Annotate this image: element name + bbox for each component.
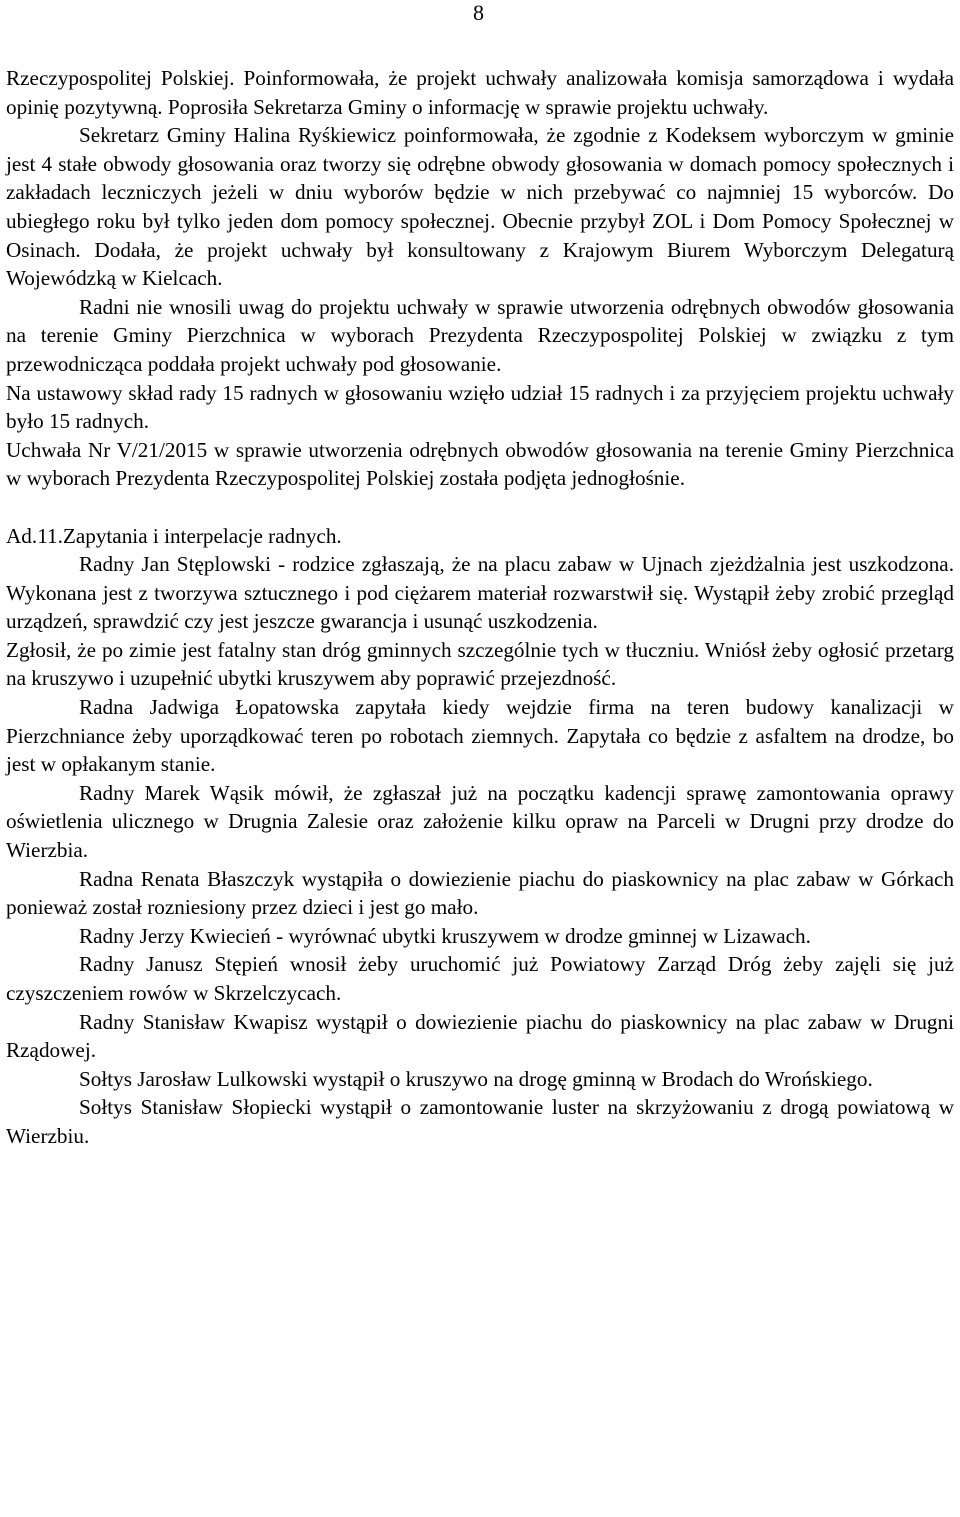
paragraph: Zgłosił, że po zimie jest fatalny stan dróg gminnych szczególnie tych w tłuczniu. Wniósł żeby ogłosić przetarg na kruszywo i uzupełnić ubytki kruszywem aby poprawić przejezdność. [6, 637, 954, 691]
paragraph: Sekretarz Gminy Halina Ryśkiewicz poinformowała, że zgodnie z Kodeksem wyborczym w gminie jest 4 stałe obwody głosowania oraz tworzy się odrębne obwody głosowania w domach pomocy społecznych i zakładach leczniczych jeżeli w dniu wyborów będzie w nich przebywać co najmniej 15 wyborców. Do ubiegłego roku był tylko jeden dom pomocy społecznej. Obecnie przybył ZOL i Dom Pomocy Społecznej w Osinach. Dodała, że projekt uchwały był konsultowany z Krajowym Biurem Wyborczym Delegaturą Wojewódzką w Kielcach. [6, 123, 954, 291]
paragraph: Radni nie wnosili uwag do projektu uchwały w sprawie utworzenia odrębnych obwodów głosowania na terenie Gminy Pierzchnica w wyborach Prezydenta Rzeczypospolitej Polskiej w związku z tym przewodnicząca poddała projekt uchwały pod głosowanie. [6, 294, 954, 376]
paragraph: Radny Jerzy Kwiecień - wyrównać ubytki kruszywem w drodze gminnej w Lizawach. [79, 923, 811, 948]
document-body [6, 64, 954, 1151]
paragraph: Rzeczypospolitej Polskiej. Poinformowała, że projekt uchwały analizowała komisja samorządowa i wydała opinię pozytywną. Poprosiła Sekretarza Gminy o informację w sprawie projektu uchwały. [6, 66, 954, 119]
paragraph: Radny Janusz Stępień wnosił żeby uruchomić już Powiatowy Zarząd Dróg żeby zajęli się już czyszczeniem rowów w Skrzelczycach. [6, 952, 954, 1005]
paragraph: Radny Jan Stęplowski - rodzice zgłaszają, że na placu zabaw w Ujnach zjeżdżalnia jest uszkodzona. Wykonana jest z tworzywa sztucznego i pod ciężarem materiał rozwarstwił się. Wystąpił żeby zrobić przegląd urządzeń, sprawdzić czy jest jeszcze gwarancja i usunąć uszkodzenia. [6, 552, 954, 634]
paragraph: Na ustawowy skład rady 15 radnych w głosowaniu wzięło udział 15 radnych i za przyjęciem projektu uchwały było 15 radnych. [6, 380, 954, 434]
paragraph: Ad.11.Zapytania i interpelacje radnych. [6, 523, 342, 548]
paragraph: Sołtys Jarosław Lulkowski wystąpił o kruszywo na drogę gminną w Brodach do Wrońskiego. [79, 1066, 873, 1091]
page-number: 8 [473, 0, 484, 25]
paragraph: Uchwała Nr V/21/2015 w sprawie utworzenia odrębnych obwodów głosowania na terenie Gminy Pierzchnica w wyborach Prezydenta Rzeczypospolitej Polskiej została podjęta jednogłośnie. [6, 437, 954, 491]
paragraph: Radny Marek Wąsik mówił, że zgłaszał już na początku kadencji sprawę zamontowania oprawy oświetlenia ulicznego w Drugnia Zalesie oraz założenie kilku opraw na Parceli w Drugni przy drodze do Wierzbia. [6, 780, 954, 863]
paragraph-spacer [6, 493, 954, 522]
paragraph: Radna Jadwiga Łopatowska zapytała kiedy wejdzie firma na teren budowy kanalizacji w Pierzchniance żeby uporządkować teren po robotach ziemnych. Zapytała co będzie z asfaltem na drodze, bo jest w opłakanym stanie. [6, 695, 954, 777]
paragraph: Sołtys Stanisław Słopiecki wystąpił o zamontowanie luster na skrzyżowaniu z drogą powiatową w Wierzbiu. [6, 1095, 954, 1148]
paragraph: Radna Renata Błaszczyk wystąpiła o dowiezienie piachu do piaskownicy na plac zabaw w Górkach ponieważ został rozniesiony przez dzieci i jest go mało. [6, 866, 954, 920]
paragraph: Radny Stanisław Kwapisz wystąpił o dowiezienie piachu do piaskownicy na plac zabaw w Drugni Rządowej. [6, 1009, 954, 1063]
